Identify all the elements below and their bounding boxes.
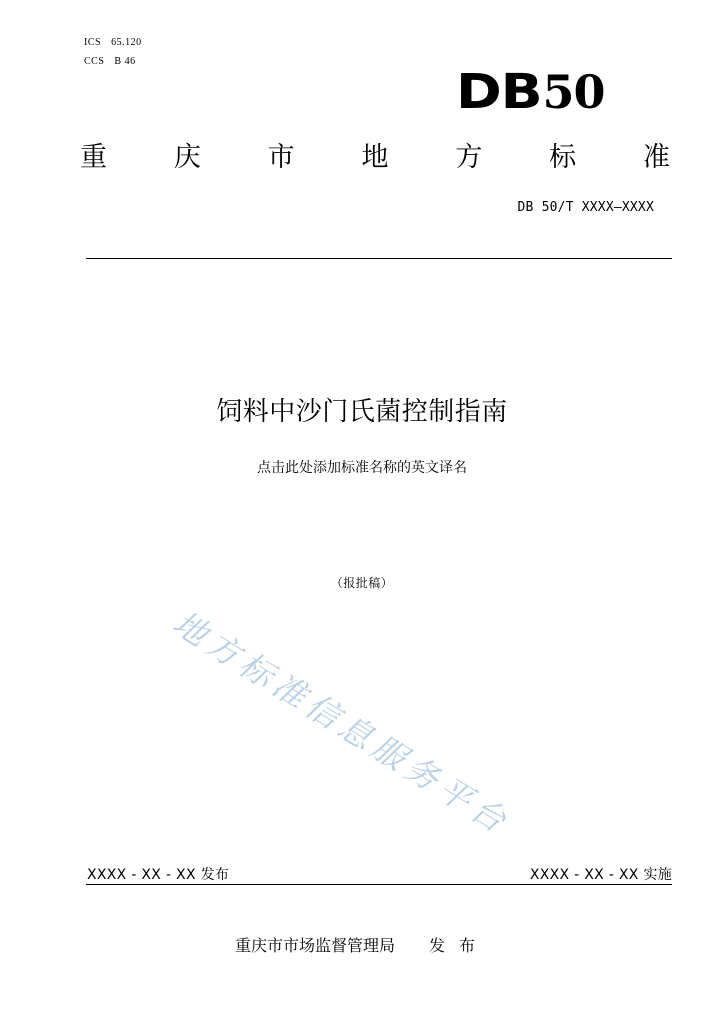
standard-title-chinese: 饲料中沙门氏菌控制指南 [216, 397, 508, 427]
ccs-label: CCS [84, 56, 105, 67]
issuer-name: 重庆市市场监督管理局 [234, 936, 395, 955]
ics-code: 65.120 [111, 37, 142, 48]
db-logo-letters: DB [456, 64, 542, 120]
draft-status: （报批稿） [330, 576, 394, 590]
ics-classification [84, 37, 152, 48]
top-divider [86, 258, 672, 259]
bottom-divider [86, 884, 672, 885]
standard-type-heading [80, 140, 670, 176]
standard-title-english-placeholder[interactable]: 点击此处添加标准名称的英文译名 [257, 460, 467, 476]
standard-type-char: 地 [361, 142, 389, 173]
standard-type-char: 标 [549, 142, 577, 173]
db-logo-number: 50 [542, 65, 605, 119]
standard-number: DB 50/T XXXX—XXXX [517, 200, 654, 215]
ccs-classification [84, 56, 146, 67]
ics-label: ICS [84, 37, 102, 48]
ccs-code: B 46 [114, 56, 136, 67]
implementation-date: XXXX - XX - XX 实施 [529, 867, 672, 883]
standard-type-char: 方 [455, 142, 483, 173]
standard-type-char: 市 [267, 142, 295, 173]
standard-type-char: 庆 [173, 142, 201, 173]
issuing-authority [0, 935, 724, 957]
issuer-action: 发布 [429, 936, 490, 955]
watermark: 地方标准信息服务平台 [166, 603, 518, 843]
db50-logo [456, 62, 604, 122]
issue-date: XXXX - XX - XX 发布 [87, 867, 230, 883]
standard-type-char: 准 [642, 142, 670, 173]
standard-type-char: 重 [80, 142, 107, 173]
